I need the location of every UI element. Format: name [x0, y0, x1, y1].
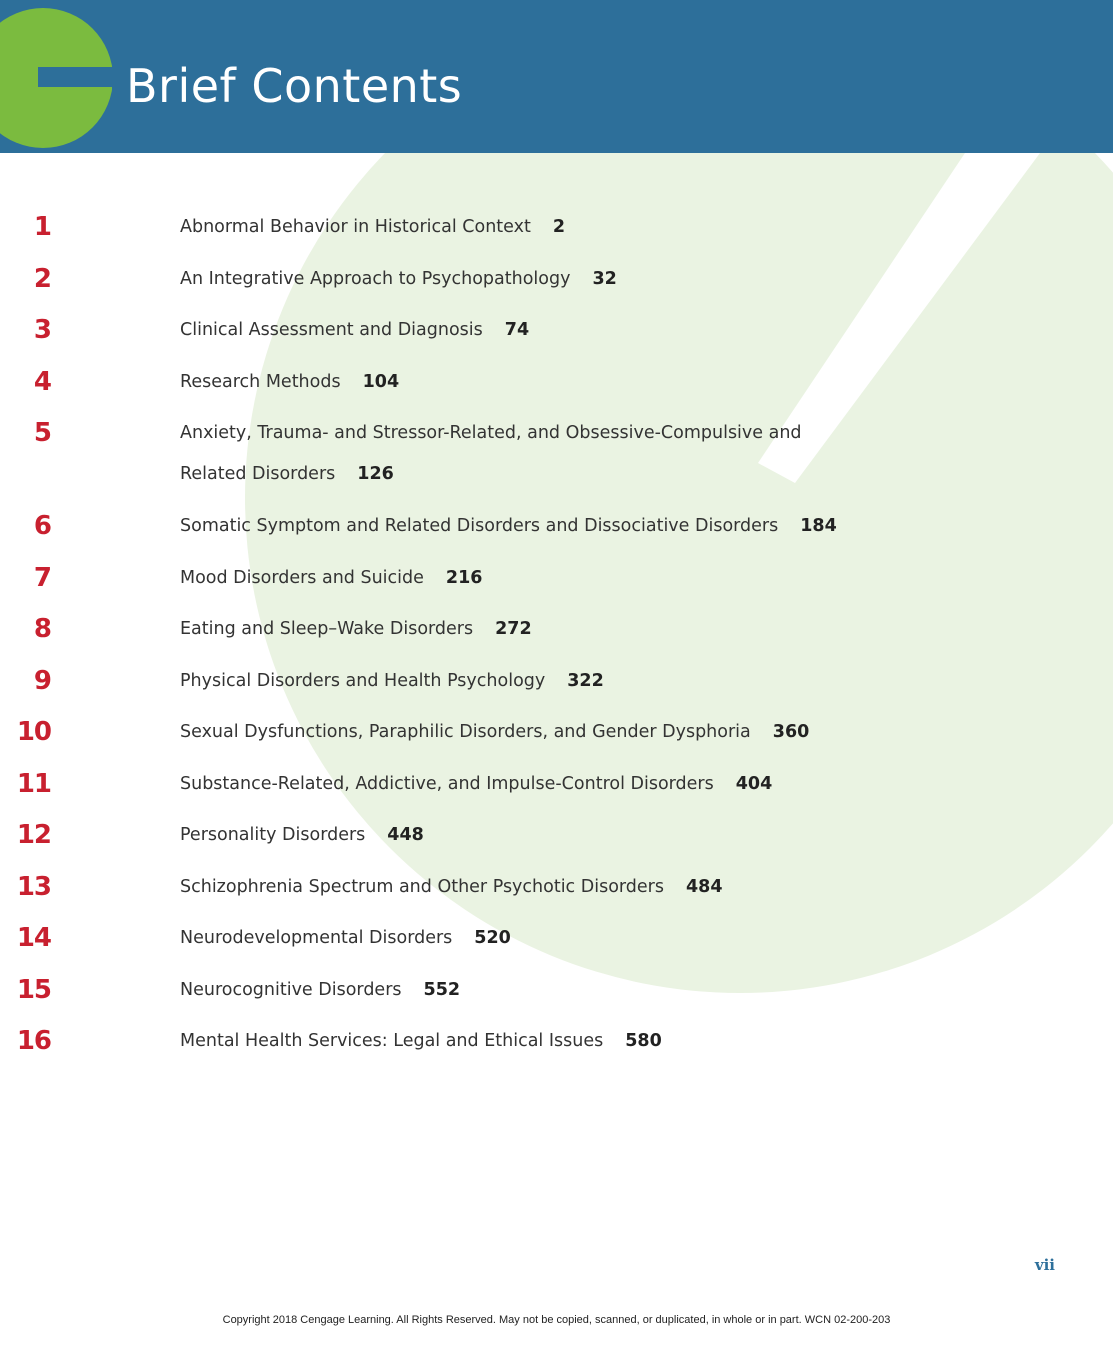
- chapter-number: 1: [33, 212, 51, 242]
- chapter-title-link[interactable]: [180, 318, 529, 342]
- chapter-title-line1: Anxiety, Trauma- and Stressor-Related, and Obsessive-Compulsive and: [180, 423, 802, 443]
- chapter-number: 7: [33, 563, 51, 593]
- chapter-title-link[interactable]: [180, 875, 723, 899]
- chapter-title-link[interactable]: [180, 566, 482, 590]
- copyright-notice: Copyright 2018 Cengage Learning. All Rights Reserved. May not be copied, scanned, or duplicated, in whole or in part. WCN 02-200-203: [222, 1314, 891, 1326]
- chapter-title: Neurocognitive Disorders: [180, 980, 402, 1000]
- chapter-title-link[interactable]: [180, 267, 617, 291]
- header-band: [0, 0, 1113, 153]
- page-number: 360: [772, 722, 810, 742]
- chapter-title: Abnormal Behavior in Historical Context: [180, 217, 531, 237]
- chapter-title: Neurodevelopmental Disorders: [180, 928, 453, 948]
- chapter-title: Clinical Assessment and Diagnosis: [180, 320, 483, 340]
- chapter-title-line2: Related Disorders: [180, 464, 336, 484]
- chapter-title-link[interactable]: [180, 514, 837, 538]
- chapter-title-link[interactable]: [180, 926, 511, 950]
- page-number: 272: [495, 619, 532, 639]
- chapter-title-link[interactable]: [180, 370, 399, 394]
- chapter-title-link[interactable]: [180, 720, 809, 744]
- page-number: 74: [504, 320, 530, 340]
- chapter-title: Sexual Dysfunctions, Paraphilic Disorders, and Gender Dysphoria: [180, 722, 751, 742]
- chapter-number: 5: [33, 418, 51, 448]
- page-number: 404: [735, 774, 773, 794]
- chapter-number: 12: [16, 820, 51, 850]
- page-number: 484: [685, 877, 723, 897]
- green-circle-logo-icon: [0, 0, 112, 153]
- page-number: 126: [357, 464, 394, 484]
- chapter-number: 11: [16, 769, 51, 799]
- chapter-number: 15: [16, 975, 51, 1005]
- chapter-title: Somatic Symptom and Related Disorders and Dissociative Disorders: [180, 516, 779, 536]
- chapter-title-link[interactable]: [180, 669, 604, 693]
- chapter-title-link[interactable]: [180, 978, 460, 1002]
- page-number: 580: [625, 1031, 662, 1051]
- chapter-title-link[interactable]: [180, 772, 772, 796]
- chapter-title-link[interactable]: [180, 1029, 662, 1053]
- chapter-title: Substance-Related, Addictive, and Impulse-Control Disorders: [180, 774, 714, 794]
- chapter-title-link[interactable]: [180, 617, 532, 641]
- folio-page-number: vii: [1034, 1256, 1055, 1274]
- chapter-title-link[interactable]: [180, 421, 802, 486]
- page-number: 184: [800, 516, 837, 536]
- chapter-title-link[interactable]: [180, 823, 424, 847]
- chapter-title: Physical Disorders and Health Psychology: [180, 671, 546, 691]
- chapter-number: 2: [33, 264, 51, 294]
- chapter-number: 8: [33, 614, 51, 644]
- chapter-number: 13: [16, 872, 51, 902]
- chapter-number: 4: [33, 367, 51, 397]
- page-number: 552: [423, 980, 461, 1000]
- chapter-title: Personality Disorders: [180, 825, 366, 845]
- page-title: Brief Contents: [126, 59, 463, 113]
- chapter-title-link[interactable]: [180, 215, 565, 239]
- page-number: 32: [592, 269, 617, 289]
- page-number: 104: [362, 372, 400, 392]
- chapter-number: 16: [16, 1026, 51, 1056]
- chapter-number: 10: [16, 717, 51, 747]
- chapter-title: Mood Disorders and Suicide: [180, 568, 424, 588]
- page-number: 216: [445, 568, 483, 588]
- chapter-title: Eating and Sleep–Wake Disorders: [180, 619, 474, 639]
- page-number: 322: [567, 671, 604, 691]
- chapter-title: Research Methods: [180, 372, 341, 392]
- chapter-number: 3: [33, 315, 51, 345]
- chapter-number: 14: [16, 923, 51, 953]
- page-number: 448: [387, 825, 424, 845]
- chapter-number: 6: [33, 511, 51, 541]
- page-number: 2: [552, 217, 566, 237]
- chapter-number: 9: [33, 666, 51, 696]
- chapter-title: Mental Health Services: Legal and Ethical Issues: [180, 1031, 604, 1051]
- page-number: 520: [474, 928, 511, 948]
- chapter-title: An Integrative Approach to Psychopathology: [180, 269, 571, 289]
- chapter-title: Schizophrenia Spectrum and Other Psychotic Disorders: [180, 877, 664, 897]
